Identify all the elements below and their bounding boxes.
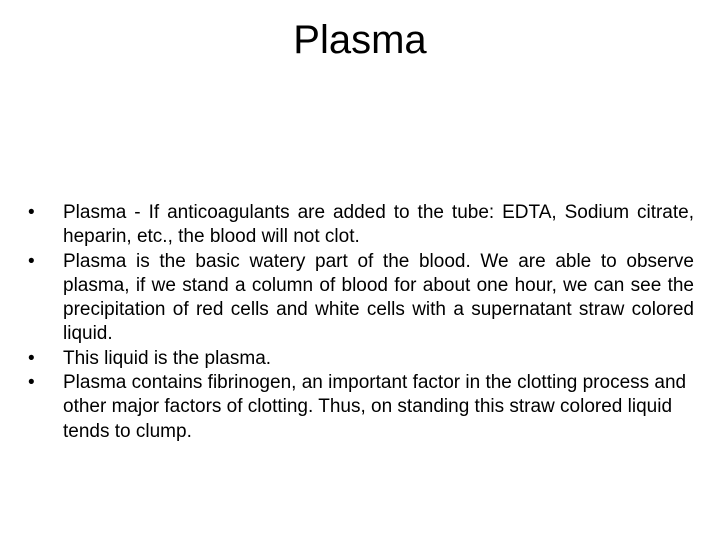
- bullet-marker: •: [28, 372, 35, 394]
- bullet-text: This liquid is the plasma.: [63, 347, 272, 369]
- bullet-item-watery-part: [28, 250, 694, 347]
- bullet-marker: •: [28, 202, 35, 223]
- bullet-marker: •: [28, 250, 35, 272]
- bullet-text: Plasma contains fibrinogen, an important factor in the clotting process and other major factors of clotting. Thus, on standing this straw colored liquid tends to clump.: [63, 372, 687, 442]
- slide-title: Plasma: [293, 18, 427, 62]
- bullet-list: [28, 201, 694, 444]
- bullet-marker: •: [28, 347, 35, 369]
- bullet-text: Plasma is the basic watery part of the blood. We are able to observe plasma, if we stand a column of blood for about one hour, we can see the precipitation of red cells and white cells with a supernatant straw colored liquid.: [63, 250, 694, 345]
- bullet-text: Plasma - If anticoagulants are added to the tube: EDTA, Sodium citrate, heparin, etc., the blood will not clot.: [63, 202, 694, 248]
- bullet-item-liquid-is-plasma: [28, 347, 694, 371]
- bullet-item-fibrinogen: [28, 371, 694, 444]
- bullet-item-anticoagulants: [28, 201, 694, 250]
